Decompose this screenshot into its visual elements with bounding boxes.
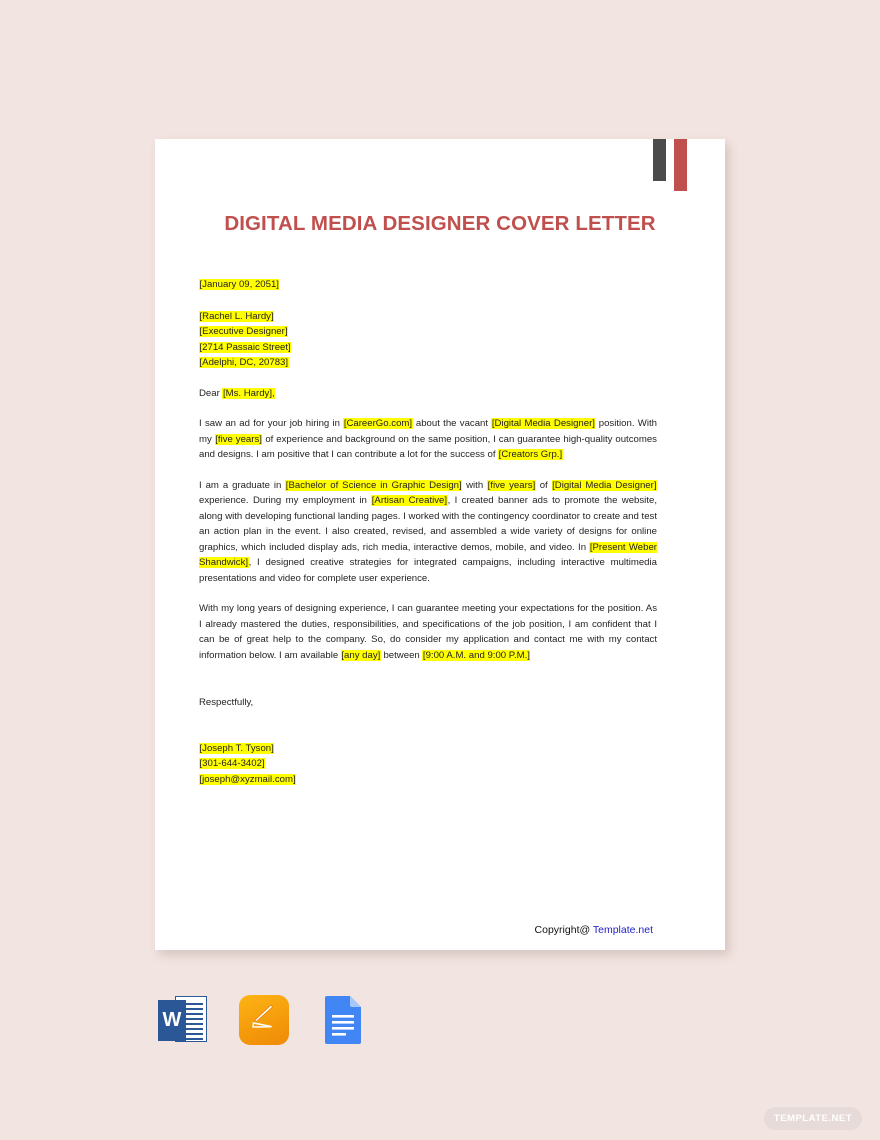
- spacer: [199, 293, 657, 309]
- template-net-watermark: TEMPLATE.NET: [764, 1107, 862, 1130]
- decoration-bar-gray: [653, 139, 666, 181]
- highlight-availability-day: [any day]: [341, 649, 381, 661]
- sender-name-line: [199, 741, 657, 757]
- letter-body: [199, 277, 657, 787]
- pen-icon: [247, 1002, 275, 1030]
- highlight-years: [five years]: [487, 479, 536, 491]
- highlight-employer: [Artisan Creative]: [371, 495, 448, 506]
- template-net-link[interactable]: Template.net: [592, 924, 653, 936]
- sender-email-line: [199, 772, 657, 788]
- recipient-street: [2714 Passaic Street]: [199, 341, 291, 353]
- date-value: [January 09, 2051]: [199, 279, 279, 290]
- spacer: [199, 371, 657, 386]
- page-title: DIGITAL MEDIA DESIGNER COVER LETTER: [224, 212, 656, 235]
- letter-date: [199, 277, 657, 293]
- salutation: [199, 386, 657, 402]
- decoration-bar-red: [674, 139, 687, 191]
- highlight-availability-hours: [9:00 A.M. and 9:00 P.M.]: [422, 649, 530, 661]
- google-docs-icon[interactable]: [315, 991, 373, 1049]
- header-decoration: [653, 139, 693, 199]
- copyright: [535, 924, 653, 936]
- sender-phone: [301-644-3402]: [199, 758, 265, 769]
- highlight-company-site: [CareerGo.com]: [343, 418, 413, 429]
- apple-pages-icon[interactable]: [235, 991, 293, 1049]
- sender-phone-line: [199, 756, 657, 772]
- sender-block: [199, 741, 657, 788]
- recipient-city-state-zip: [Adelphi, DC, 20783]: [199, 357, 289, 368]
- recipient-name-line: [199, 309, 657, 325]
- highlight-position: [Digital Media Designer]: [491, 418, 595, 429]
- spacer: [199, 401, 657, 416]
- recipient-title-line: [199, 324, 657, 340]
- recipient-job-title: [Executive Designer]: [199, 326, 288, 337]
- google-docs-shape: [323, 994, 365, 1046]
- file-format-icons: [155, 986, 405, 1054]
- salutation-prefix: Dear: [199, 387, 223, 399]
- spacer: [199, 663, 657, 695]
- highlight-degree: [Bachelor of Science in Graphic Design]: [285, 479, 462, 491]
- recipient-name: [Rachel L. Hardy]: [199, 310, 274, 322]
- highlight-company: [Creators Grp.]: [498, 449, 563, 460]
- spacer: [199, 586, 657, 601]
- spacer: [199, 711, 657, 741]
- paragraph-1: I saw an ad for your job hiring in [CareerGo.com] about the vacant [Digital Media Designer] position. With my [five years] of experience and background on the same position, I can guarantee high-quality outcomes and designs. I am positive that I can contribute a lot for the success of [Creators Grp.]: [199, 418, 657, 460]
- closing: Respectfully,: [199, 697, 254, 708]
- copyright-label: Copyright@: [534, 924, 593, 936]
- spacer: [199, 463, 657, 478]
- sender-email: [joseph@xyzmail.com]: [199, 773, 296, 785]
- document-page: [155, 139, 725, 950]
- highlight-years: [five years]: [215, 433, 262, 445]
- paragraph-2: I am a graduate in [Bachelor of Science in Graphic Design] with [five years] of [Digital Media Designer] experience. During my employment in [Artisan Creative], I created banner ads to promote the website, along with developing functional landing pages. I worked with the contingency coordinator to create and test an action plan in the event. I also created, revised, and assembled a wide variety of designs for online graphics, which included display ads, rich media, interactive demos, mobile, and video. In [Present Weber Shandwick], I designed creative strategies for integrated campaigns, including interactive multimedia presentations and video for complete user experience.: [199, 479, 657, 584]
- microsoft-word-icon[interactable]: [155, 991, 213, 1049]
- paragraph-3: With my long years of designing experience, I can guarantee meeting your expectations for the position. As I already mastered the duties, responsibilities, and specifications of the job position, I am confident that I can be of great help to the company. So, do consider my application and contact me with my contact information below. I am available [any day] between [9:00 A.M. and 9:00 P.M.]: [199, 603, 657, 661]
- highlight-role: [Digital Media Designer]: [552, 479, 657, 491]
- salutation-name: [Ms. Hardy],: [222, 387, 275, 399]
- recipient-street-line: [199, 340, 657, 356]
- recipient-block: [199, 309, 657, 371]
- highlight-current-employer: [Present Weber Shandwick]: [199, 541, 657, 568]
- word-letter-w: W: [158, 1000, 186, 1041]
- recipient-city-line: [199, 355, 657, 371]
- sender-name: [Joseph T. Tyson]: [199, 742, 274, 754]
